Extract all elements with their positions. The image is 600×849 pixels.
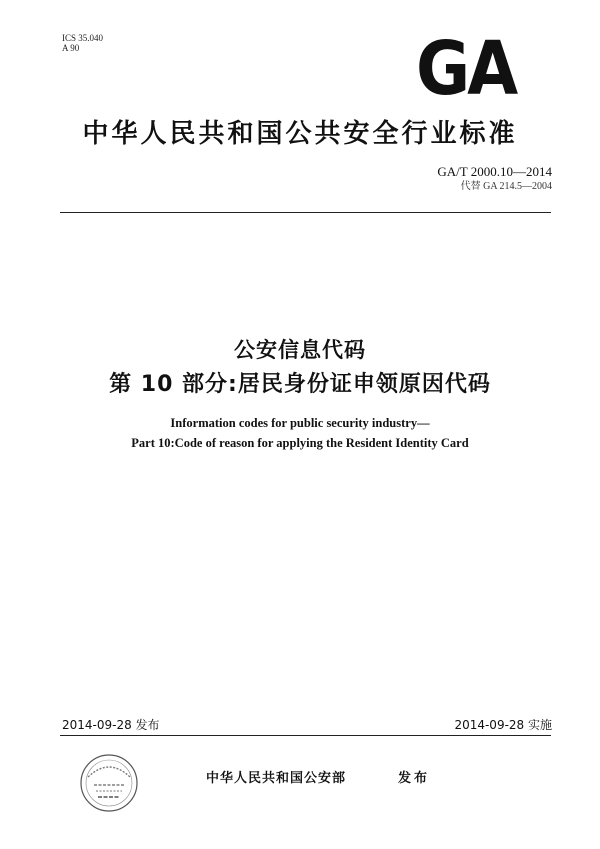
issue-label: 发布 [398, 771, 431, 786]
standard-number: GA/T 2000.10—2014 [437, 164, 552, 179]
issue-date: 2014-09-28 发布 [62, 718, 160, 732]
seal-stamp-icon [78, 752, 140, 814]
replaces-note: 代替 GA 214.5—2004 [460, 181, 552, 192]
chinese-title-line-2: 第 10 部分:居民身份证申领原因代码 [109, 372, 491, 397]
standard-number-block [437, 164, 552, 194]
standard-title: 中华人民共和国公共安全行业标准 [82, 119, 518, 149]
english-title-line-2: Part 10:Code of reason for applying the Resident Identity Card [131, 436, 469, 450]
effective-date: 2014-09-28 实施 [454, 718, 552, 732]
top-divider [60, 212, 551, 213]
ccs-code: A 90 [62, 43, 80, 53]
bottom-divider [60, 735, 551, 736]
issuing-authority: 中华人民共和国公安部 [206, 771, 347, 786]
ga-logo [416, 25, 534, 112]
ics-code: ICS 35.040 [62, 33, 104, 43]
classification-codes [62, 33, 103, 53]
ga-logo-text: GA [416, 25, 516, 112]
english-title-line-1: Information codes for public security industry— [170, 416, 430, 430]
chinese-title-line-1: 公安信息代码 [234, 338, 366, 362]
